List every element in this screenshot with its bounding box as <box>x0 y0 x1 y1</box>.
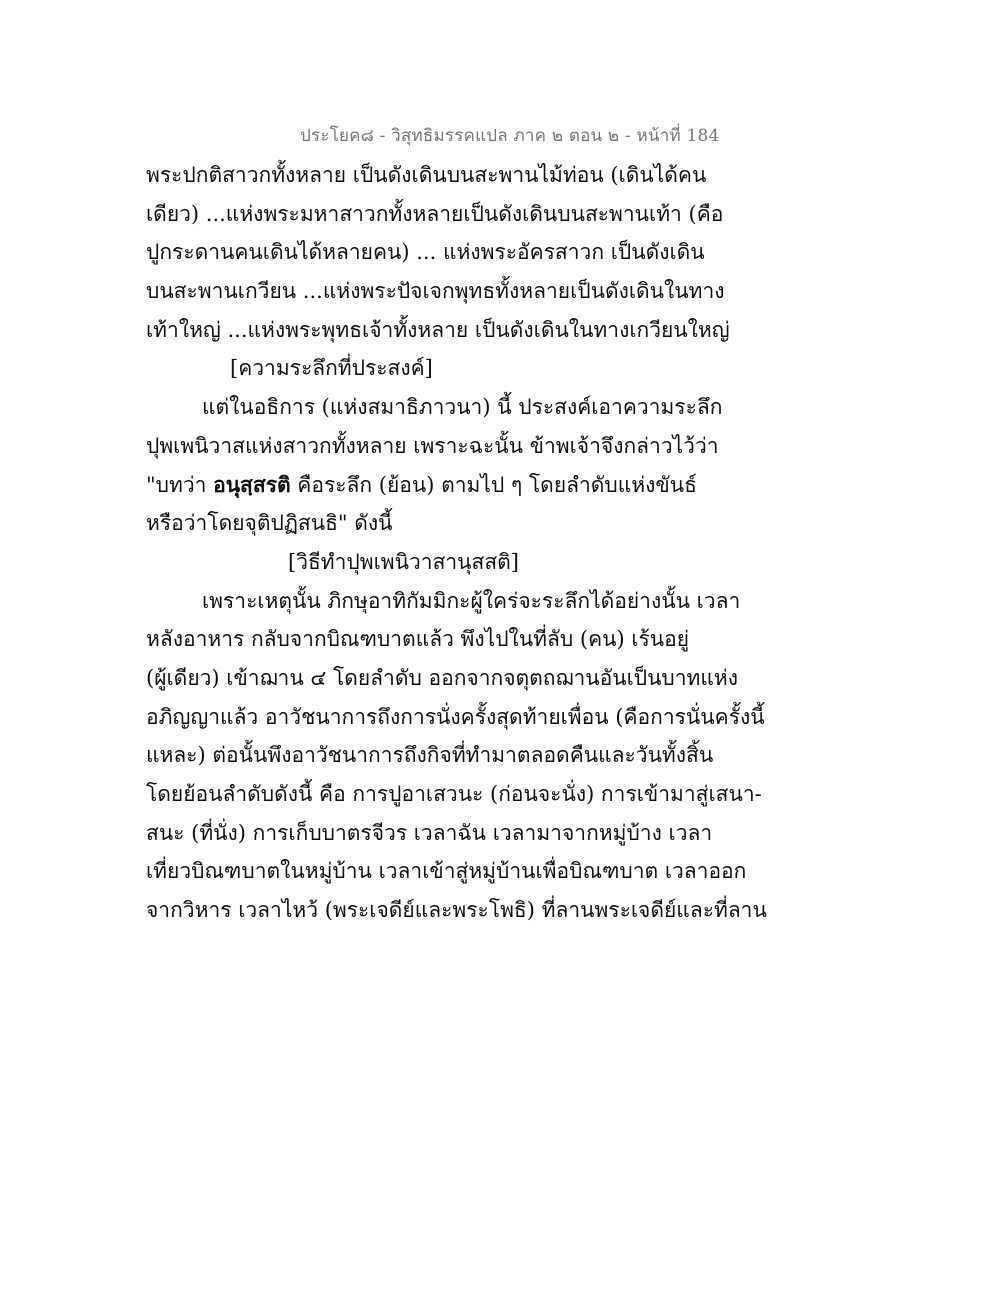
section-heading-desired-recollection: [ความระลึกที่ประสงค์] <box>230 356 433 381</box>
text-line-with-term <box>146 466 706 505</box>
body-text <box>146 156 767 930</box>
pali-term: อนุสฺสรติ <box>213 471 291 497</box>
text-line: สนะ (ที่นั่ง) การเก็บบาตรจีวร เวลาฉัน เวลามาจากหมู่บ้าง เวลา <box>146 820 713 845</box>
text-line: จากวิหาร เวลาไหว้ (พระเจดีย์และพระโพธิ) ที่ลานพระเจดีย์และที่ลาน <box>146 898 767 923</box>
text-line: หลังอาหาร กลับจากบิณฑบาตแล้ว พึงไปในที่ลับ (คน) เร้นอยู่ <box>146 627 690 652</box>
text-line: อภิญญาแล้ว อาวัชนาการถึงการนั่งครั้งสุดท้ายเพื่อน (คือการนั่นครั้งนี้ <box>146 704 765 729</box>
section-heading-method: [วิธีทำปุพเพนิวาสานุสสติ] <box>288 549 519 574</box>
text-line: ปุพเพนิวาสแห่งสาวกทั้งหลาย เพราะฉะนั้น ข้าพเจ้าจึงกล่าวไว้ว่า <box>146 433 719 458</box>
text-line: เพราะเหตุนั้น ภิกษุอาทิกัมมิกะผู้ใคร่จะระลึกได้อย่างนั้น เวลา <box>202 588 741 613</box>
text-line: หรือว่าโดยจุติปฏิสนธิ" ดังนี้ <box>146 511 393 536</box>
text-line: พระปกติสาวกทั้งหลาย เป็นดังเดินบนสะพานไม้ท่อน (เดินได้คน <box>146 163 707 187</box>
text-line: ปูกระดานคนเดินได้หลายคน) ... แห่งพระอัครสาวก เป็นดังเดิน <box>146 240 705 265</box>
quote-rest: คือระลึก (ย้อน) ตามไป ๆ โดยลำดับแห่งขันธ์ <box>290 472 697 497</box>
text-line: เที่ยวบิณฑบาตในหมู่บ้าน เวลาเข้าสู่หมู่บ้านเพื่อบิณฑบาต เวลาออก <box>146 859 747 884</box>
quote-intro: "บทว่า <box>146 472 214 497</box>
text-line: แต่ในอธิการ (แห่งสมาธิภาวนา) นี้ ประสงค์เอาความระลึก <box>202 395 723 420</box>
text-line: บนสะพานเกวียน ...แห่งพระปัจเจกพุทธทั้งหลายเป็นดังเดินในทาง <box>146 279 725 304</box>
text-line: เท้าใหญ่ ...แห่งพระพุทธเจ้าทั้งหลาย เป็นดังเดินในทางเกวียนใหญ่ <box>146 317 730 342</box>
text-line: เดียว) ...แห่งพระมหาสาวกทั้งหลายเป็นดังเดินบนสะพานเท้า (คือ <box>146 201 724 226</box>
running-header: ประโยค๘ - วิสุทธิมรรคแปล ภาค ๒ ตอน ๒ - หน้าที่ 184 <box>300 126 720 146</box>
text-line: (ผู้เดียว) เข้าฌาน ๔ โดยลำดับ ออกจากจตุตถฌานอันเป็นบาทแห่ง <box>146 665 739 690</box>
text-line: แหละ) ต่อนั้นพึงอาวัชนาการถึงกิจที่ทำมาตลอดคืนและวันทั้งสิ้น <box>146 743 714 768</box>
text-line: โดยย้อนลำดับดังนี้ คือ การปูอาเสวนะ (ก่อนจะนั่ง) การเข้ามาสู่เสนา- <box>146 782 762 806</box>
